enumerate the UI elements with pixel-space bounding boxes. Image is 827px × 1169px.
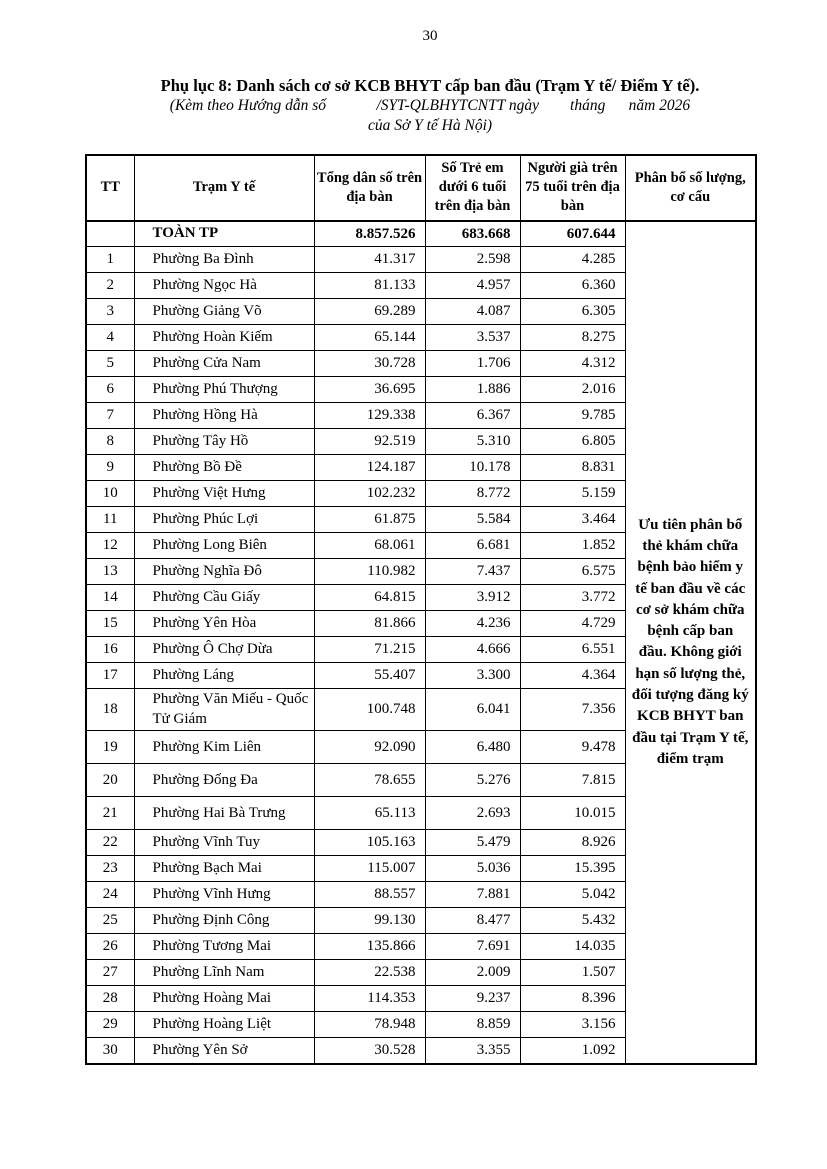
cell-elderly: 6.805: [520, 429, 625, 455]
cell-tt: 27: [86, 960, 134, 986]
cell-station-name: Phường Yên Sở: [134, 1038, 314, 1064]
cell-tt: 28: [86, 986, 134, 1012]
cell-elderly: 5.432: [520, 908, 625, 934]
cell-population: 61.875: [314, 507, 425, 533]
header-tt: TT: [86, 155, 134, 221]
cell-population: 68.061: [314, 533, 425, 559]
cell-children: 5.479: [425, 830, 520, 856]
cell-population: 81.866: [314, 611, 425, 637]
cell-station-name: Phường Phúc Lợi: [134, 507, 314, 533]
cell-station-name: Phường Đống Đa: [134, 764, 314, 797]
cell-station-name: Phường Vĩnh Hưng: [134, 882, 314, 908]
cell-children: 683.668: [425, 221, 520, 247]
cell-station-name: Phường Lĩnh Nam: [134, 960, 314, 986]
cell-tt: 5: [86, 351, 134, 377]
cell-station-name: Phường Long Biên: [134, 533, 314, 559]
cell-elderly: 5.159: [520, 481, 625, 507]
cell-population: 55.407: [314, 663, 425, 689]
cell-children: 9.237: [425, 986, 520, 1012]
cell-population: 65.144: [314, 325, 425, 351]
cell-elderly: 4.364: [520, 663, 625, 689]
cell-elderly: 4.312: [520, 351, 625, 377]
cell-station-name: Phường Cầu Giấy: [134, 585, 314, 611]
table-header-row: [86, 155, 756, 221]
cell-population: 30.528: [314, 1038, 425, 1064]
cell-population: 81.133: [314, 273, 425, 299]
cell-children: 5.310: [425, 429, 520, 455]
cell-tt: 26: [86, 934, 134, 960]
cell-population: 78.655: [314, 764, 425, 797]
cell-tt: 20: [86, 764, 134, 797]
cell-children: 5.276: [425, 764, 520, 797]
cell-elderly: 10.015: [520, 797, 625, 830]
cell-tt: 1: [86, 247, 134, 273]
cell-elderly: 14.035: [520, 934, 625, 960]
cell-population: 129.338: [314, 403, 425, 429]
cell-population: 71.215: [314, 637, 425, 663]
cell-station-name: Phường Tây Hồ: [134, 429, 314, 455]
cell-children: 4.666: [425, 637, 520, 663]
cell-elderly: 4.285: [520, 247, 625, 273]
cell-population: 92.519: [314, 429, 425, 455]
cell-elderly: 8.926: [520, 830, 625, 856]
cell-population: 99.130: [314, 908, 425, 934]
document-title: Phụ lục 8: Danh sách cơ sở KCB BHYT cấp ban đầu (Trạm Y tế/ Điểm Y tế).: [160, 76, 700, 95]
cell-elderly: 8.831: [520, 455, 625, 481]
cell-population: 135.866: [314, 934, 425, 960]
cell-population: 124.187: [314, 455, 425, 481]
cell-tt: 13: [86, 559, 134, 585]
cell-population: 114.353: [314, 986, 425, 1012]
cell-tt: 16: [86, 637, 134, 663]
cell-children: 6.681: [425, 533, 520, 559]
cell-population: 22.538: [314, 960, 425, 986]
cell-tt: 4: [86, 325, 134, 351]
cell-population: 92.090: [314, 731, 425, 764]
cell-station-name: Phường Bạch Mai: [134, 856, 314, 882]
cell-children: 7.437: [425, 559, 520, 585]
cell-population: 78.948: [314, 1012, 425, 1038]
cell-population: 102.232: [314, 481, 425, 507]
cell-elderly: 9.478: [520, 731, 625, 764]
cell-population: 69.289: [314, 299, 425, 325]
cell-station-name: Phường Hoàng Liệt: [134, 1012, 314, 1038]
cell-children: 7.691: [425, 934, 520, 960]
cell-elderly: 2.016: [520, 377, 625, 403]
cell-elderly: 5.042: [520, 882, 625, 908]
cell-station-name: Phường Vĩnh Tuy: [134, 830, 314, 856]
cell-station-name: Phường Định Công: [134, 908, 314, 934]
cell-station-name: Phường Láng: [134, 663, 314, 689]
cell-station-name: Phường Hai Bà Trưng: [134, 797, 314, 830]
cell-station-name: Phường Nghĩa Đô: [134, 559, 314, 585]
cell-elderly: 8.275: [520, 325, 625, 351]
cell-station-name: TOÀN TP: [134, 221, 314, 247]
cell-children: 4.236: [425, 611, 520, 637]
table-body: [86, 221, 756, 1064]
cell-tt: 6: [86, 377, 134, 403]
cell-tt: 3: [86, 299, 134, 325]
header-elderly: Người già trên 75 tuổi trên địa bàn: [520, 155, 625, 221]
cell-children: 2.009: [425, 960, 520, 986]
cell-elderly: 6.305: [520, 299, 625, 325]
header-allocation: Phân bổ số lượng, cơ cấu: [625, 155, 756, 221]
cell-elderly: 9.785: [520, 403, 625, 429]
cell-children: 4.087: [425, 299, 520, 325]
table-header: [86, 155, 756, 221]
cell-tt: 24: [86, 882, 134, 908]
cell-tt: 11: [86, 507, 134, 533]
cell-station-name: Phường Phú Thượng: [134, 377, 314, 403]
cell-children: 1.886: [425, 377, 520, 403]
cell-elderly: 7.815: [520, 764, 625, 797]
cell-population: 64.815: [314, 585, 425, 611]
cell-children: 3.912: [425, 585, 520, 611]
cell-population: 100.748: [314, 689, 425, 731]
cell-population: 41.317: [314, 247, 425, 273]
cell-elderly: 607.644: [520, 221, 625, 247]
cell-children: 6.041: [425, 689, 520, 731]
cell-elderly: 8.396: [520, 986, 625, 1012]
cell-elderly: 1.507: [520, 960, 625, 986]
allocation-note-cell: Ưu tiên phân bổ thẻ khám chữa bệnh bảo hiểm y tế ban đầu về các cơ sở khám chữa bệnh cấp ban đầu. Không giới hạn số lượng thẻ, đối tượng đăng ký KCB BHYT ban đầu tại Trạm Y tế, điểm trạm: [625, 221, 756, 1064]
cell-station-name: Phường Văn Miếu - Quốc Tử Giám: [134, 689, 314, 731]
cell-population: 115.007: [314, 856, 425, 882]
table-row-total: [86, 221, 756, 247]
cell-station-name: Phường Việt Hưng: [134, 481, 314, 507]
header-station: Trạm Y tế: [134, 155, 314, 221]
cell-tt: 9: [86, 455, 134, 481]
cell-elderly: 1.092: [520, 1038, 625, 1064]
cell-population: 8.857.526: [314, 221, 425, 247]
cell-station-name: Phường Hoàng Mai: [134, 986, 314, 1012]
cell-tt: 17: [86, 663, 134, 689]
cell-elderly: 7.356: [520, 689, 625, 731]
cell-population: 65.113: [314, 797, 425, 830]
cell-population: 110.982: [314, 559, 425, 585]
cell-elderly: 3.464: [520, 507, 625, 533]
cell-population: 36.695: [314, 377, 425, 403]
cell-children: 2.598: [425, 247, 520, 273]
cell-children: 6.480: [425, 731, 520, 764]
cell-children: 4.957: [425, 273, 520, 299]
header-population: Tổng dân số trên địa bàn: [314, 155, 425, 221]
cell-station-name: Phường Yên Hòa: [134, 611, 314, 637]
cell-elderly: 6.551: [520, 637, 625, 663]
cell-elderly: 3.772: [520, 585, 625, 611]
cell-population: 105.163: [314, 830, 425, 856]
cell-elderly: 3.156: [520, 1012, 625, 1038]
document-subtitle-line1: (Kèm theo Hướng dẫn số /SYT-QLBHYTCNTT ngày tháng năm 2026: [169, 97, 691, 114]
cell-children: 5.584: [425, 507, 520, 533]
cell-children: 6.367: [425, 403, 520, 429]
cell-children: 7.881: [425, 882, 520, 908]
cell-tt: 15: [86, 611, 134, 637]
cell-children: 3.300: [425, 663, 520, 689]
cell-tt: 22: [86, 830, 134, 856]
cell-station-name: Phường Ngọc Hà: [134, 273, 314, 299]
cell-tt: 25: [86, 908, 134, 934]
page-number: 30: [422, 28, 438, 44]
cell-children: 8.859: [425, 1012, 520, 1038]
cell-elderly: 15.395: [520, 856, 625, 882]
cell-station-name: Phường Tương Mai: [134, 934, 314, 960]
cell-tt: 21: [86, 797, 134, 830]
cell-tt: 2: [86, 273, 134, 299]
cell-station-name: Phường Bồ Đề: [134, 455, 314, 481]
cell-tt: 30: [86, 1038, 134, 1064]
cell-station-name: Phường Cửa Nam: [134, 351, 314, 377]
cell-children: 10.178: [425, 455, 520, 481]
cell-children: 1.706: [425, 351, 520, 377]
cell-population: 88.557: [314, 882, 425, 908]
cell-tt: 7: [86, 403, 134, 429]
cell-tt: 18: [86, 689, 134, 731]
document-subtitle-line2: của Sở Y tế Hà Nội): [367, 117, 493, 135]
cell-elderly: 1.852: [520, 533, 625, 559]
cell-station-name: Phường Ba Đình: [134, 247, 314, 273]
cell-children: 8.772: [425, 481, 520, 507]
cell-children: 3.355: [425, 1038, 520, 1064]
header-children: Số Trẻ em dưới 6 tuổi trên địa bàn: [425, 155, 520, 221]
cell-children: 8.477: [425, 908, 520, 934]
cell-tt: 10: [86, 481, 134, 507]
cell-children: 5.036: [425, 856, 520, 882]
cell-station-name: Phường Ô Chợ Dừa: [134, 637, 314, 663]
cell-elderly: 6.360: [520, 273, 625, 299]
cell-tt: 14: [86, 585, 134, 611]
document-header: [50, 0, 810, 137]
cell-station-name: Phường Giảng Võ: [134, 299, 314, 325]
cell-tt: [86, 221, 134, 247]
cell-population: 30.728: [314, 351, 425, 377]
cell-children: 3.537: [425, 325, 520, 351]
cell-station-name: Phường Hoàn Kiếm: [134, 325, 314, 351]
cell-tt: 12: [86, 533, 134, 559]
cell-tt: 29: [86, 1012, 134, 1038]
cell-elderly: 4.729: [520, 611, 625, 637]
cell-children: 2.693: [425, 797, 520, 830]
cell-station-name: Phường Kim Liên: [134, 731, 314, 764]
cell-tt: 19: [86, 731, 134, 764]
health-stations-table: [85, 154, 757, 1065]
cell-elderly: 6.575: [520, 559, 625, 585]
cell-tt: 23: [86, 856, 134, 882]
cell-station-name: Phường Hồng Hà: [134, 403, 314, 429]
cell-tt: 8: [86, 429, 134, 455]
